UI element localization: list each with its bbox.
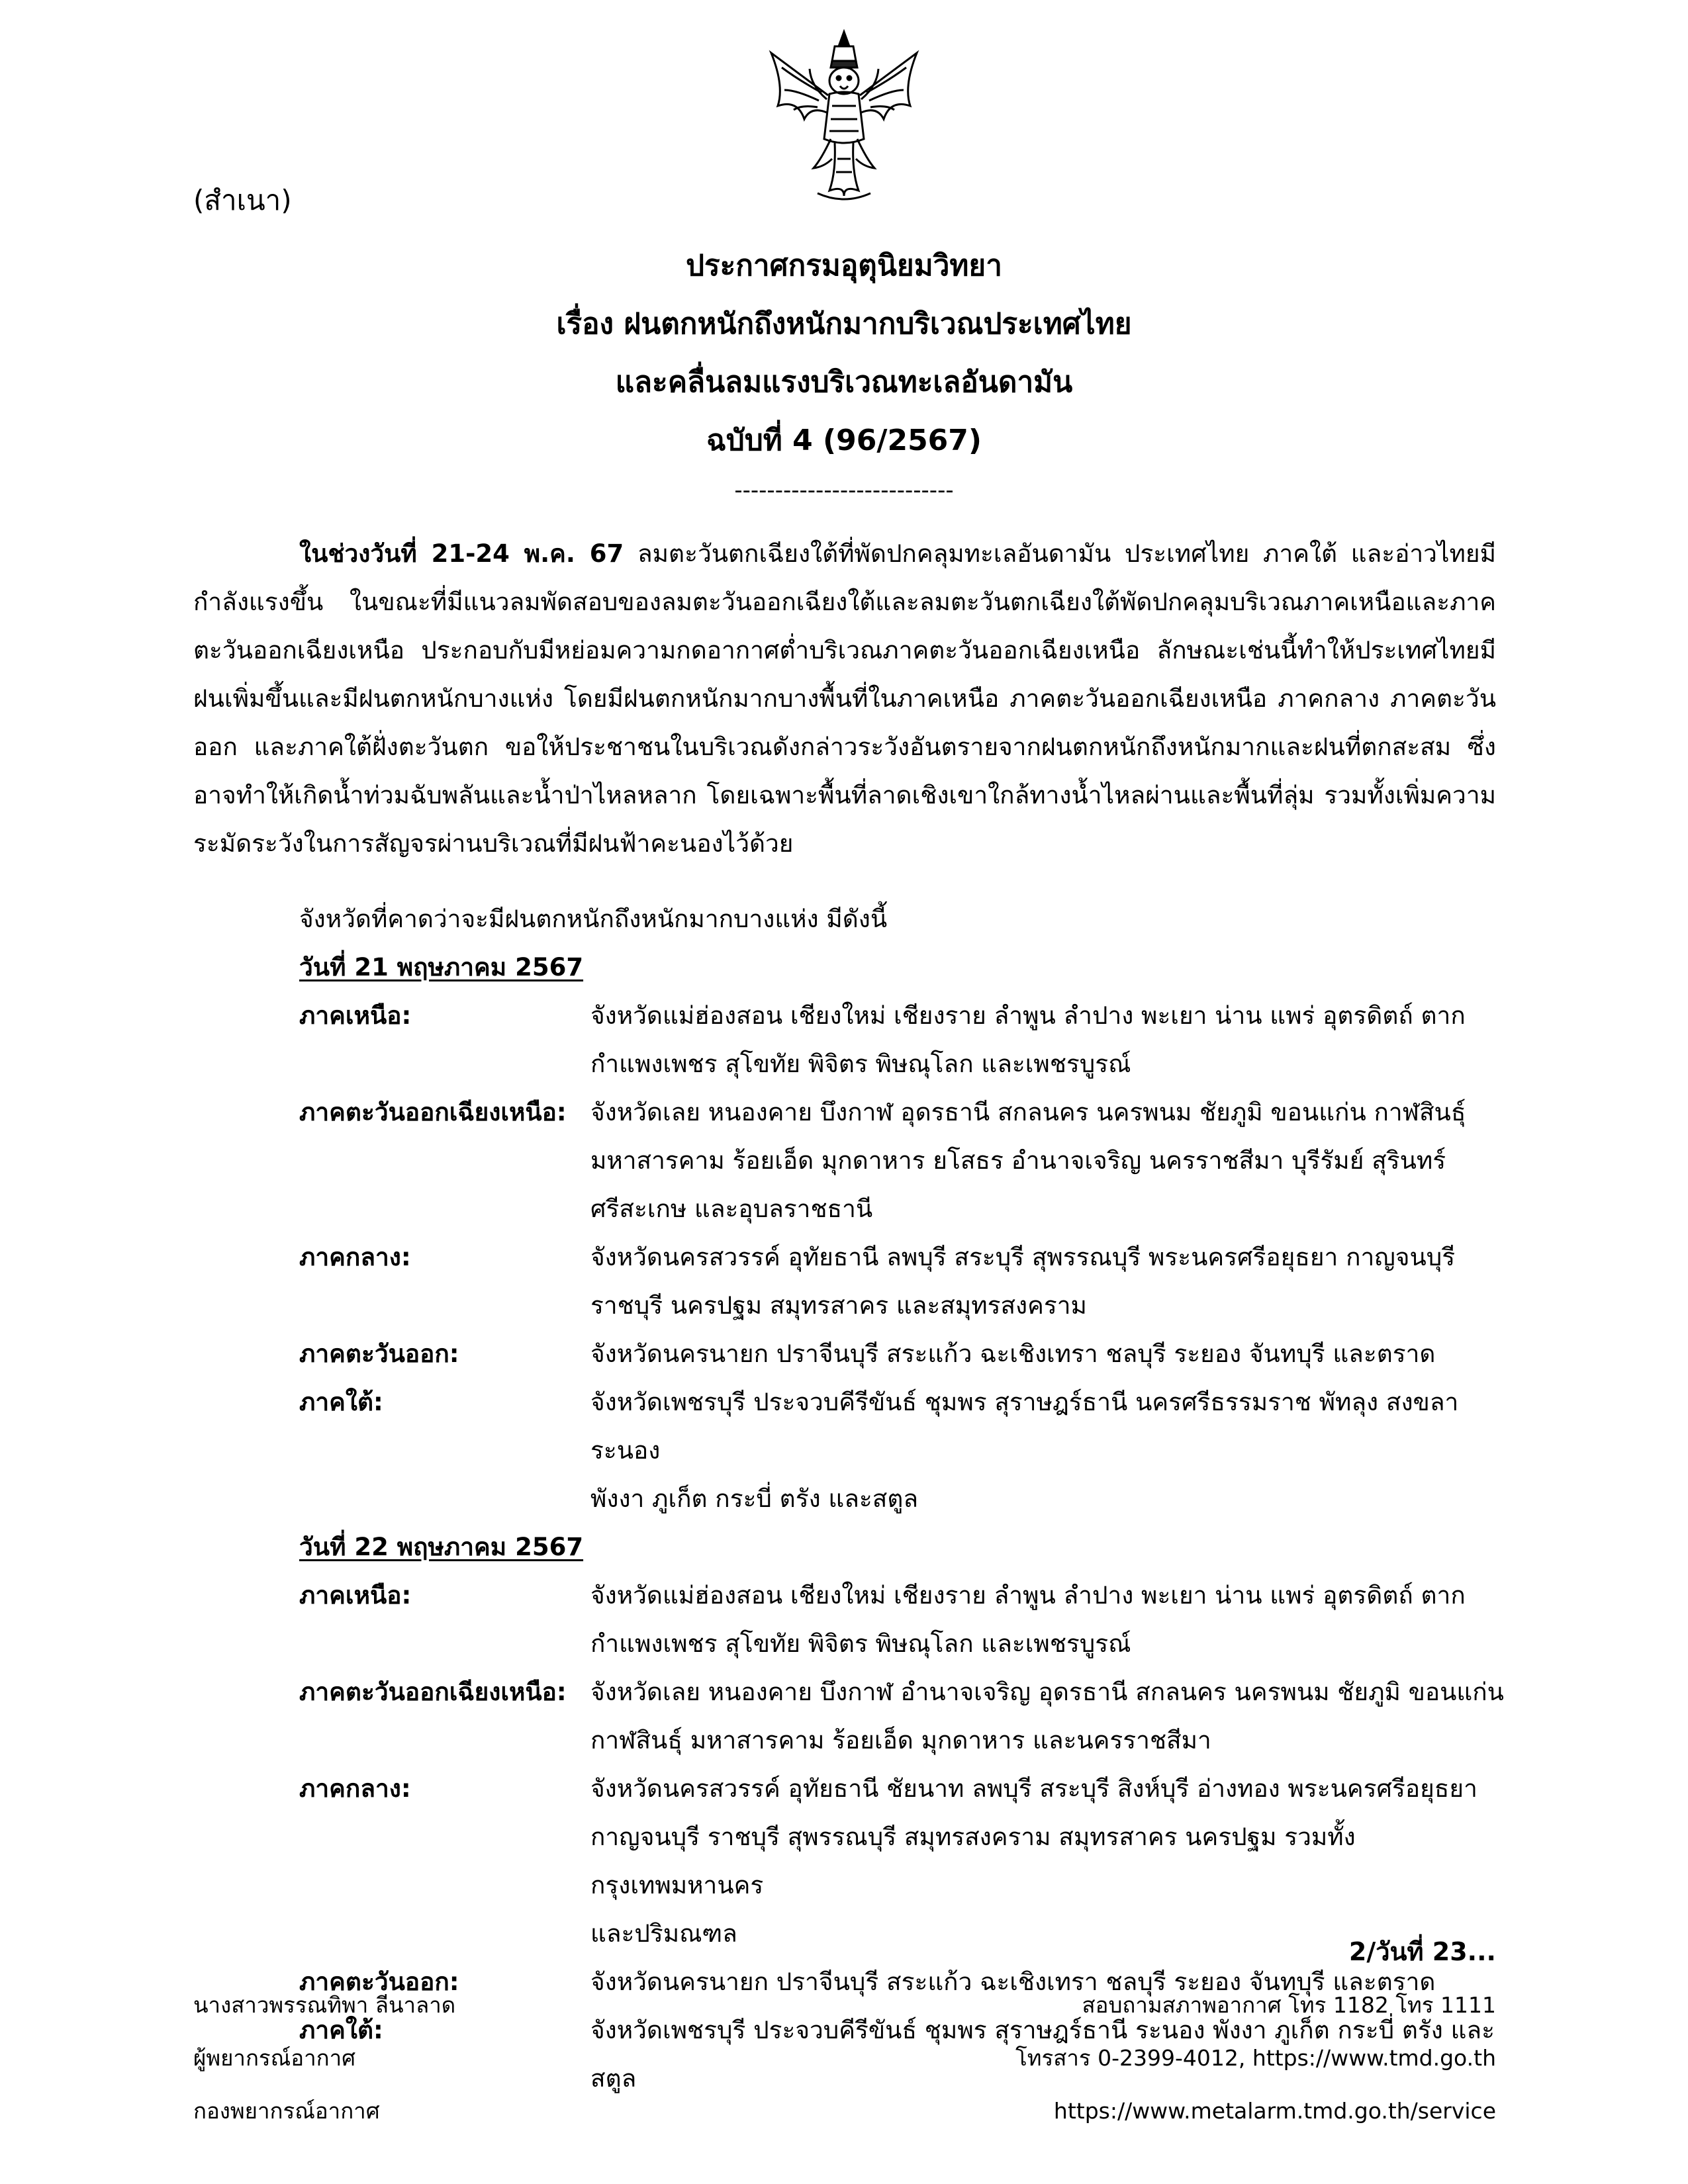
title-issue-number: ฉบับที่ 4 (96/2567) [706,424,982,457]
garuda-emblem-icon [758,26,930,205]
region-name: ภาคเหนือ: [299,1581,412,1610]
region-name: ภาคตะวันออกเฉียงเหนือ: [299,1098,567,1126]
continuation-marker: 2/วันที่ 23... [1348,1937,1496,1966]
region-provinces: จังหวัดนครนายก ปราจีนบุรี สระแก้ว ฉะเชิงเทรา ชลบุรี ระยอง จันทบุรี และตราด [590,1340,1436,1368]
region-provinces: จังหวัดเลย หนองคาย บึงกาฬ อำนาจเจริญ อุดรธานี สกลนคร นครพนม ชัยภูมิ ขอนแก่น กาฬสินธุ์ มหาสารคาม ร้อยเอ็ด มุกดาหาร และนครราชสีมา [590,1678,1504,1754]
region-row [299,1764,1511,1958]
region-row [299,1571,1511,1668]
region-provinces: จังหวัดนครสวรรค์ อุทัยธานี ชัยนาท ลพบุรี สระบุรี สิงห์บุรี อ่างทอง พระนครศรีอยุธยา กาญจนบุรี ราชบุรี สุพรรณบุรี สมุทรสงคราม สมุทรสาคร นครปฐม รวมทั้งกรุงเทพมหานคร และปริมณฑล [590,1774,1477,1948]
region-row [299,991,1511,1088]
day-title: วันที่ 22 พฤษภาคม 2567 [299,1533,584,1561]
region-name: ภาคตะวันออก: [299,1968,459,1996]
region-row [299,1668,1511,1764]
region-provinces: จังหวัดนครสวรรค์ อุทัยธานี ลพบุรี สระบุรี สุพรรณบุรี พระนครศรีอยุธยา กาญจนบุรี ราชบุรี นครปฐม สมุทรสาคร และสมุทรสงคราม [590,1243,1456,1320]
forecast-schedule [299,943,1511,2103]
copy-label: (สำเนา) [193,184,292,216]
title-subject-cont: และคลื่นลมแรงบริเวณทะเลอันดามัน [615,365,1073,399]
region-row [299,1378,1511,1523]
region-name: ภาคใต้: [299,2016,383,2044]
author-division: กองพยากรณ์อากาศ [193,2098,380,2124]
day-title: วันที่ 21 พฤษภาคม 2567 [299,953,584,981]
region-name: ภาคเหนือ: [299,1001,412,1030]
region-provinces: จังหวัดนครนายก ปราจีนบุรี สระแก้ว ฉะเชิงเทรา ชลบุรี ระยอง จันทบุรี และตราด [590,1968,1436,1996]
footer-author [193,1979,455,2138]
region-provinces: จังหวัดแม่ฮ่องสอน เชียงใหม่ เชียงราย ลำพูน ลำปาง พะเยา น่าน แพร่ อุตรดิตถ์ ตาก กำแพงเพชร สุโขทัย พิจิตร พิษณุโลก และเพชรบูรณ์ [590,1001,1466,1078]
announcement-title [199,237,1489,507]
author-name: นางสาวพรรณทิพา ลีนาลาด [193,1992,456,2018]
region-provinces: จังหวัดเพชรบุรี ประจวบคีรีขันธ์ ชุมพร สุราษฎร์ธานี ระนอง พังงา ภูเก็ต กระบี่ ตรัง และสตูล [590,2016,1495,2093]
contact-phone: สอบถามสภาพอากาศ โทร 1182 โทร 1111 [1082,1992,1496,2018]
announcement-body [193,529,1496,868]
region-name: ภาคใต้: [299,1388,383,1416]
body-lead: ในช่วงวันที่ 21-24 พ.ค. 67 [299,539,624,568]
contact-service-url: https://www.metalarm.tmd.go.th/service [1053,2098,1496,2124]
region-row [299,1088,1511,1233]
region-row [299,1233,1511,1330]
footer-contact [1015,1979,1496,2138]
title-department: ประกาศกรมอุตุนิยมวิทยา [686,249,1002,283]
region-name: ภาคกลาง: [299,1243,411,1271]
region-provinces: จังหวัดเลย หนองคาย บึงกาฬ อุดรธานี สกลนคร นครพนม ชัยภูมิ ขอนแก่น กาฬสินธุ์ มหาสารคาม ร้อยเอ็ด มุกดาหาร ยโสธร อำนาจเจริญ นครราชสีมา บุรีรัมย์ สุรินทร์ ศรีสะเกษ และอุบลราชธานี [590,1098,1466,1223]
author-title: ผู้พยากรณ์อากาศ [193,2045,356,2071]
contact-fax-website: โทรสาร 0-2399-4012, https://www.tmd.go.th [1015,2045,1496,2071]
provinces-intro: จังหวัดที่คาดว่าจะมีฝนตกหนักถึงหนักมากบางแห่ง มีดังนี้ [299,905,888,933]
title-subject: เรื่อง ฝนตกหนักถึงหนักมากบริเวณประเทศไทย [556,307,1132,341]
title-divider: --------------------------- [734,477,954,504]
region-row [299,1330,1511,1378]
region-name: ภาคตะวันออก: [299,1340,459,1368]
body-paragraph: ลมตะวันตกเฉียงใต้ที่พัดปกคลุมทะเลอันดามัน ประเทศไทย ภาคใต้ และอ่าวไทยมีกำลังแรงขึ้น ในขณะที่มีแนวลมพัดสอบของลมตะวันออกเฉียงใต้และลมตะวันตกเฉียงใต้พัดปกคลุมบริเวณภาคเหนือและภาคตะวันออกเฉียงเหนือ ประกอบกับมีหย่อมความกดอากาศต่ำบริเวณภาคตะวันออกเฉียงเหนือ ลักษณะเช่นนี้ทำให้ประเทศไทยมีฝนเพิ่มขึ้นและมีฝนตกหนักบางแห่ง โดยมีฝนตกหนักมากบางพื้นที่ในภาคเหนือ ภาคตะวันออกเฉียงเหนือ ภาคกลาง ภาคตะวันออก และภาคใต้ฝั่งตะวันตก ขอให้ประชาชนในบริเวณดังกล่าวระวังอันตรายจากฝนตกหนักถึงหนักมากและฝนที่ตกสะสม ซึ่งอาจทำให้เกิดน้ำท่วมฉับพลันและน้ำป่าไหลหลาก โดยเฉพาะพื้นที่ลาดเชิงเขาใกล้ทางน้ำไหลผ่านและพื้นที่ลุ่ม รวมทั้งเพิ่มความระมัดระวังในการสัญจรผ่านบริเวณที่มีฝนฟ้าคะนองไว้ด้วย [193,539,1496,858]
region-name: ภาคตะวันออกเฉียงเหนือ: [299,1678,567,1706]
region-name: ภาคกลาง: [299,1774,411,1803]
region-provinces: จังหวัดเพชรบุรี ประจวบคีรีขันธ์ ชุมพร สุราษฎร์ธานี นครศรีธรรมราช พัทลุง สงขลา ระนอง พังงา ภูเก็ต กระบี่ ตรัง และสตูล [590,1388,1459,1513]
region-provinces: จังหวัดแม่ฮ่องสอน เชียงใหม่ เชียงราย ลำพูน ลำปาง พะเยา น่าน แพร่ อุตรดิตถ์ ตาก กำแพงเพชร สุโขทัย พิจิตร พิษณุโลก และเพชรบูรณ์ [590,1581,1466,1658]
